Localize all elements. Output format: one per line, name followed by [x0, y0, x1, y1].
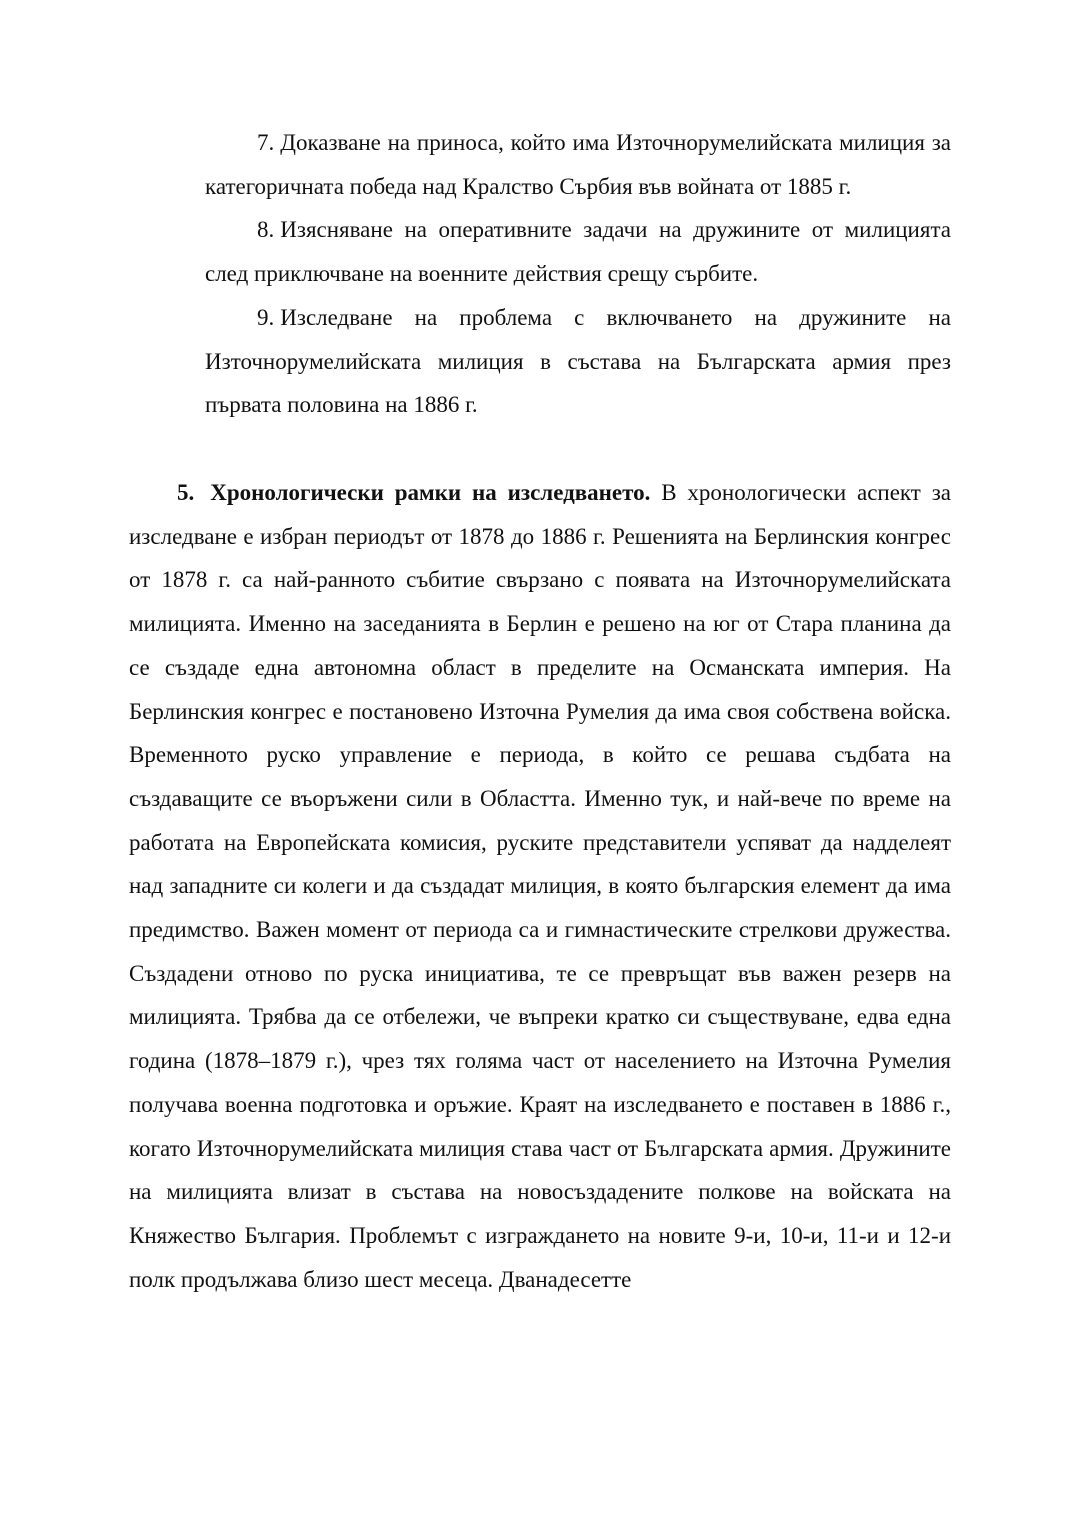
section-paragraph: [129, 471, 951, 1301]
list-item-number: 7.: [257, 130, 275, 155]
list-item: [205, 208, 951, 295]
section-number: 5.: [177, 480, 195, 505]
list-item: [205, 121, 951, 208]
section-body: В хронологически аспект за изследване е избран периодът от 1878 до 1886 г. Решенията на Берлинския конгрес от 1878 г. са най-ранното събитие свързано с появата на Източнорумелийската милицията. Именно на заседанията в Берлин е решено на юг от Стара планина да се създаде една автономна област в пределите на Османската империя. На Берлинския конгрес е постановено Източна Румелия да има своя собствена войска. Временното руско управление е периода, в който се решава съдбата на създаващите се въоръжени сили в Областта. Именно тук, и най-вече по време на работата на Европейската комисия, руските представители успяват да надделеят над западните си колеги и да създадат милиция, в която българския елемент да има предимство. Важен момент от периода са и гимнастическите стрелкови дружества. Създадени отново по руска инициатива, те се превръщат във важен резерв на милицията. Трябва да се отбележи, че въпреки кратко си съществуване, едва една година (1878–1879 г.), чрез тях голяма част от населението на Източна Румелия получава военна подготовка и оръжие. Краят на изследването е поставен в 1886 г., когато Източнорумелийската милиция става част от Българската армия. Дружините на милицията влизат в състава на новосъздадените полкове на войската на Княжество България. Проблемът с изграждането на новите 9-и, 10-и, 11-и и 12-и полк продължава близо шест месеца. Дванадесетте: [129, 480, 951, 1292]
list-item: [205, 296, 951, 427]
list-item-text: Изясняване на оперативните задачи на дружините от милицията след приключване на военните действия срещу сърбите.: [205, 217, 951, 287]
list-item-text: Изследване на проблема с включването на дружините на Източнорумелийската милиция в състава на Българската армия през първата половина на 1886 г.: [205, 304, 951, 418]
list-item-text: Доказване на приноса, който има Източнорумелийската милиция за категоричната победа над Кралство Сърбия във войната от 1885 г.: [205, 130, 951, 199]
list-item-number: 9.: [257, 304, 275, 330]
objectives-list: [205, 121, 951, 427]
section-title: Хронологически рамки на изследването.: [210, 480, 651, 505]
list-item-number: 8.: [257, 217, 275, 243]
